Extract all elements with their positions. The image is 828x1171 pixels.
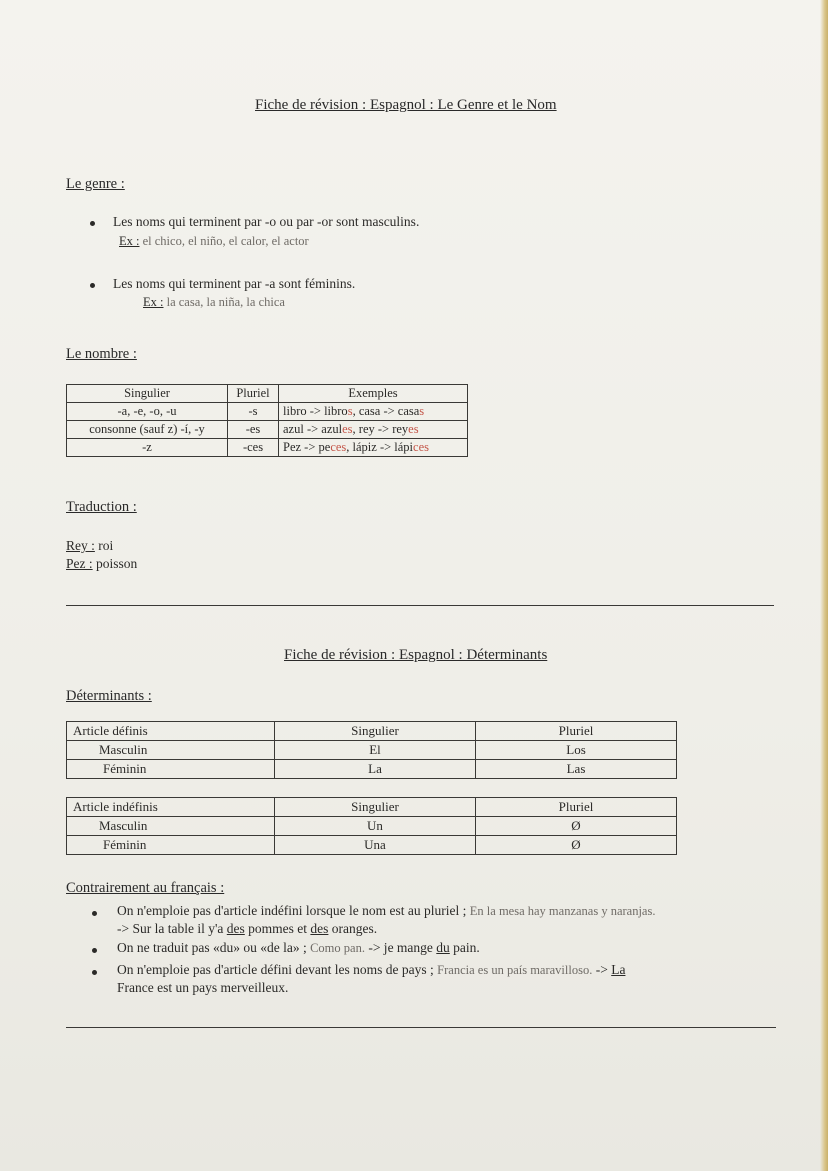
traduction-heading: Traduction : bbox=[66, 499, 137, 515]
bullet-dot bbox=[90, 283, 95, 288]
table-header-row bbox=[67, 385, 468, 403]
indefined-articles-table bbox=[66, 797, 677, 855]
genre-example-masculine: Ex : el chico, el niño, el calor, el actor bbox=[119, 234, 309, 248]
table-row: Masculin El Los bbox=[67, 741, 677, 760]
sheet1-title: Fiche de révision : Espagnol : Le Genre et le Nom bbox=[255, 97, 557, 113]
table-row: -z -ces Pez -> peces, lápiz -> lápices bbox=[67, 439, 468, 457]
contrast-rule-3: On n'emploie pas d'article défini devant les noms de pays ; Francia es un país maravilloso. -> La bbox=[117, 962, 626, 977]
bullet-dot bbox=[90, 221, 95, 226]
contrast-rule-2: On ne traduit pas «du» ou «de la» ; Como pan. -> je mange du pain. bbox=[117, 940, 480, 955]
contrast-rule-3-continuation: France est un pays merveilleux. bbox=[117, 980, 289, 995]
contrast-rule-1-translation: -> Sur la table il y'a des pommes et des oranges. bbox=[117, 921, 378, 936]
genre-rule-feminine: Les noms qui terminent par -a sont féminins. bbox=[113, 276, 356, 291]
table-header-row: Article indéfinis Singulier Pluriel bbox=[67, 798, 677, 817]
translation-rey: Rey : roi bbox=[66, 538, 114, 553]
contrast-rule-1: On n'emploie pas d'article indéfini lorsque le nom est au pluriel ; En la mesa hay manzanas y naranjas. bbox=[117, 903, 656, 918]
header-exemples: Exemples bbox=[279, 385, 468, 403]
table-row: Féminin La Las bbox=[67, 760, 677, 779]
bullet-dot bbox=[92, 911, 97, 916]
plural-table bbox=[66, 384, 468, 457]
header-pluriel: Pluriel bbox=[228, 385, 279, 403]
header-singulier: Singulier bbox=[67, 385, 228, 403]
table-row: Féminin Una Ø bbox=[67, 836, 677, 855]
contrast-heading: Contrairement au français : bbox=[66, 880, 225, 896]
defined-articles-table bbox=[66, 721, 677, 779]
determinants-heading: Déterminants : bbox=[66, 688, 152, 704]
table-row: consonne (sauf z) -í, -y -es azul -> azules, rey -> reyes bbox=[67, 421, 468, 439]
bullet-dot bbox=[92, 970, 97, 975]
genre-rule-masculine: Les noms qui terminent par -o ou par -or sont masculins. bbox=[113, 214, 420, 229]
nombre-heading: Le nombre : bbox=[66, 346, 137, 362]
bullet-dot bbox=[92, 948, 97, 953]
section-divider bbox=[66, 605, 774, 606]
table-header-row: Article définis Singulier Pluriel bbox=[67, 722, 677, 741]
translation-pez: Pez : poisson bbox=[66, 556, 138, 571]
sheet2-title: Fiche de révision : Espagnol : Déterminants bbox=[284, 647, 548, 663]
table-row: -a, -e, -o, -u -s libro -> libros, casa -> casas bbox=[67, 403, 468, 421]
table-row: Masculin Un Ø bbox=[67, 817, 677, 836]
section-divider bbox=[66, 1027, 776, 1028]
genre-example-feminine: Ex : la casa, la niña, la chica bbox=[143, 295, 285, 309]
genre-heading: Le genre : bbox=[66, 176, 125, 192]
